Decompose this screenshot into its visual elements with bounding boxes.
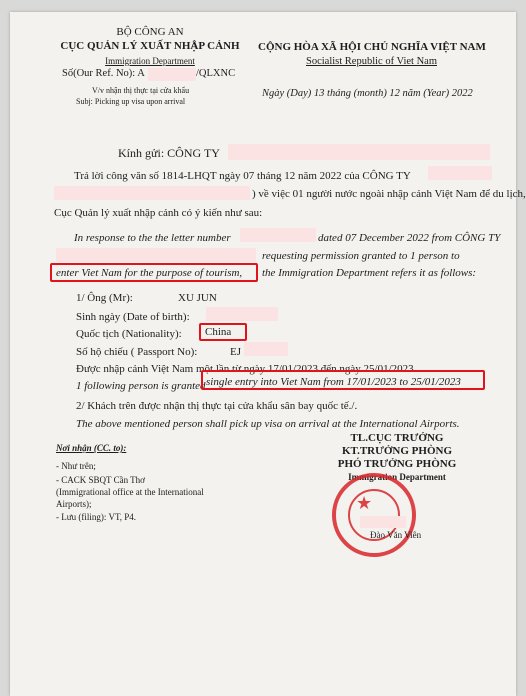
ministry-name: BỘ CÔNG AN	[116, 26, 184, 38]
redaction	[56, 248, 256, 262]
field-dob-label: Sinh ngày (Date of birth):	[76, 311, 190, 323]
english-line-1b: dated 07 December 2022 from CÔNG TY	[318, 232, 501, 244]
entry-permission-vn: Được nhập cảnh Việt Nam một lần từ ngày 17/01/2023 đến ngày 25/01/2023	[76, 363, 414, 375]
item-2-en: The above mentioned person shall pick up visa on arrival at the International Airports.	[76, 418, 460, 430]
signature-title-3: PHÓ TRƯỞNG PHÒNG	[337, 458, 457, 470]
republic-name-en: Socialist Republic of Viet Nam	[306, 56, 437, 67]
field-passport-value: EJ	[230, 346, 241, 358]
field-passport-label: Số hộ chiếu ( Passport No):	[76, 346, 198, 358]
english-line-1a: In response to the the letter number	[74, 232, 231, 244]
republic-name: CỘNG HÒA XÃ HỘI CHỦ NGHĨA VIỆT NAM	[258, 41, 486, 53]
redaction	[360, 516, 406, 528]
reply-line-3: Cục Quản lý xuất nhập cảnh có ý kiến như sau:	[54, 207, 263, 219]
department-name: CỤC QUẢN LÝ XUẤT NHẬP CẢNH	[60, 40, 240, 52]
subject-vn: V/v nhận thị thực tại cửa khẩu	[92, 86, 190, 95]
redaction	[240, 228, 316, 242]
signatory-name: Đào Văn Viên	[370, 530, 422, 540]
field-nationality-value: China	[205, 326, 232, 338]
department-name-en: Immigration Department	[105, 56, 195, 66]
recipients-title: Nơi nhận (CC. to):	[56, 443, 127, 453]
document-date: Ngày (Day) 13 tháng (month) 12 năm (Year) 2022	[262, 88, 473, 99]
entry-permission-en: 1 following person is granted	[76, 380, 206, 392]
subject-en: Subj: Picking up visa upon arrival	[76, 97, 186, 106]
reference-number-suffix: /QLXNC	[196, 68, 236, 79]
reply-line-2: ) về việc 01 người nước ngoài nhập cảnh Việt Nam để du lịch,	[252, 188, 526, 200]
signature-department: Immigration Department	[348, 472, 446, 482]
official-stamp	[332, 473, 416, 557]
redaction	[206, 307, 278, 321]
recipient-line: Airports);	[56, 499, 92, 509]
entry-permission-en-boxed: single entry into Viet Nam from 17/01/2023 to 25/01/2023	[206, 376, 461, 388]
field-name-value: XU JUN	[178, 292, 217, 304]
english-purpose: enter Viet Nam for the purpose of tourism,	[56, 267, 243, 279]
reply-line-1: Trả lời công văn số 1814-LHQT ngày 07 tháng 12 năm 2022 của CÔNG TY	[74, 170, 411, 182]
field-nationality-label: Quốc tịch (Nationality):	[76, 328, 182, 340]
redaction	[428, 166, 492, 180]
recipient-line: - Lưu (filing): VT, P4.	[56, 512, 137, 522]
reference-number-prefix: Số(Our Ref. No): A	[62, 68, 145, 79]
field-name-label: 1/ Ông (Mr):	[76, 292, 133, 304]
english-line-2: requesting permission granted to 1 person to	[262, 250, 460, 262]
redaction	[54, 186, 250, 200]
stamp-star-icon: ★	[356, 493, 373, 513]
item-2-vn: 2/ Khách trên được nhận thị thực tại cửa khẩu sân bay quốc tế./.	[76, 400, 358, 412]
signature-title-2: KT.TRƯỞNG PHÒNG	[342, 445, 452, 457]
recipient-line: - Như trên;	[56, 461, 96, 471]
redaction	[148, 68, 196, 81]
english-line-3: the Immigration Department refers it as follows:	[262, 267, 477, 279]
redaction	[228, 144, 490, 160]
recipient-line: - CACK SBQT Cần Thơ	[56, 475, 145, 485]
addressee: Kính gửi: CÔNG TY	[118, 146, 220, 160]
recipient-line: (Immigrational office at the International	[56, 487, 204, 497]
signature-title-1: TL.CỤC TRƯỞNG	[350, 432, 444, 444]
redaction	[244, 342, 288, 356]
